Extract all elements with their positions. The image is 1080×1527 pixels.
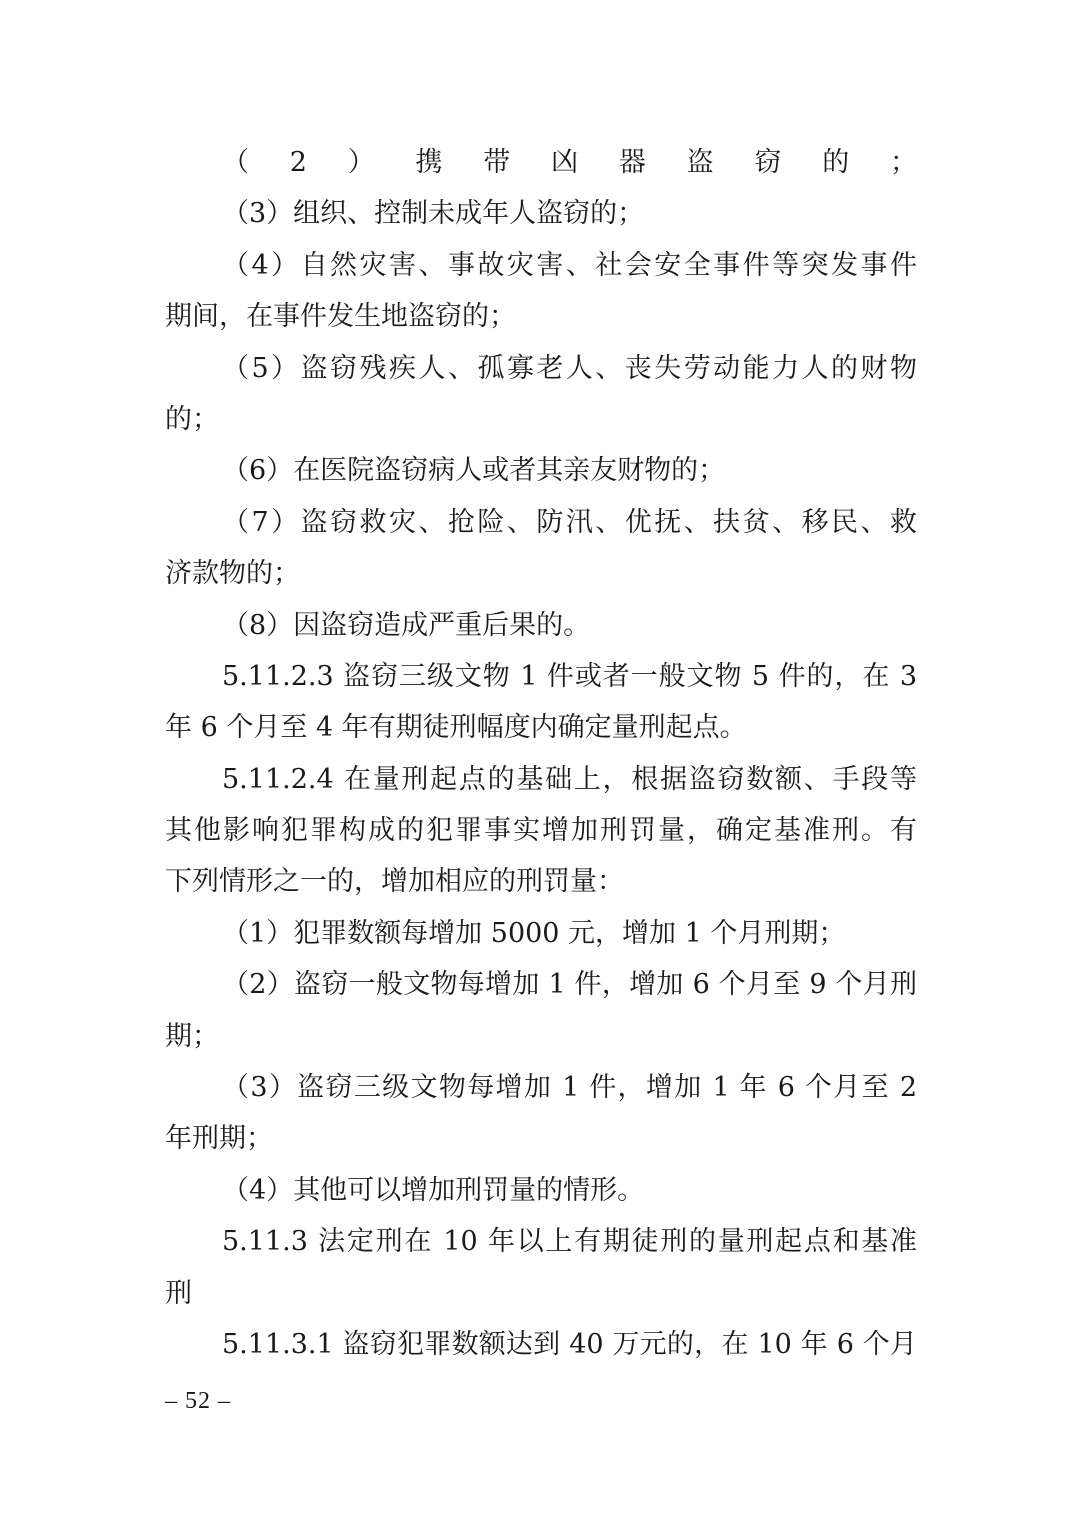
line-text: 刑: [165, 1277, 192, 1309]
line-text: 年刑期；: [165, 1123, 273, 1155]
text-line: [165, 445, 917, 496]
line-text: （4）其他可以增加刑罚量的情形。: [222, 1174, 645, 1206]
text-line: [165, 394, 917, 445]
text-line: [165, 856, 917, 907]
line-text: 年 6 个月至 4 年有期徒刑幅度内确定量刑起点。: [165, 712, 747, 744]
page-number: – 52 –: [165, 1388, 231, 1414]
line-text: 的；: [165, 403, 219, 435]
line-text: （5）盗窃残疾人、孤寡老人、丧失劳动能力人的财物: [222, 352, 917, 384]
text-line: [165, 1319, 917, 1370]
text-line: [165, 908, 917, 959]
text-line: [165, 1011, 917, 1062]
line-text: （3）盗窃三级文物每增加 1 件，增加 1 年 6 个月至 2: [222, 1072, 917, 1104]
line-text: 5.11.2.4 在量刑起点的基础上，根据盗窃数额、手段等: [222, 763, 917, 795]
line-text: （7）盗窃救灾、抢险、防汛、优抚、扶贫、移民、救: [222, 506, 917, 538]
line-text: 其他影响犯罪构成的犯罪事实增加刑罚量，确定基准刑。有: [165, 815, 917, 847]
document-body: [165, 137, 917, 1370]
text-line: [165, 1268, 917, 1319]
line-text: 期间，在事件发生地盗窃的；: [165, 301, 516, 333]
line-text: （3）组织、控制未成年人盗窃的；: [222, 198, 645, 230]
text-line: [165, 137, 917, 188]
line-text: （6）在医院盗窃病人或者其亲友财物的；: [222, 455, 726, 487]
text-line: [165, 1165, 917, 1216]
text-line: [165, 240, 917, 291]
line-text: 下列情形之一的，增加相应的刑罚量：: [165, 866, 624, 898]
line-text: （2）盗窃一般文物每增加 1 件，增加 6 个月至 9 个月刑: [222, 969, 917, 1001]
text-line: [165, 188, 917, 239]
line-text: 5.11.3.1 盗窃犯罪数额达到 40 万元的，在 10 年 6 个月: [222, 1328, 917, 1360]
text-line: [165, 651, 917, 702]
text-line: [165, 548, 917, 599]
line-text: （4）自然灾害、事故灾害、社会安全事件等突发事件: [222, 249, 917, 281]
text-line: [165, 291, 917, 342]
text-line: [165, 343, 917, 394]
text-line: [165, 754, 917, 805]
line-text: 济款物的；: [165, 558, 300, 590]
text-line: [165, 600, 917, 651]
line-text: （1）犯罪数额每增加 5000 元，增加 1 个月刑期；: [222, 917, 846, 949]
text-line: [165, 1216, 917, 1267]
line-text: （2）携带凶器盗窃的；: [222, 147, 917, 178]
text-line: [165, 959, 917, 1010]
line-text: 5.11.2.3 盗窃三级文物 1 件或者一般文物 5 件的，在 3: [222, 660, 917, 692]
text-line: [165, 1062, 917, 1113]
text-line: [165, 805, 917, 856]
text-line: [165, 1113, 917, 1164]
text-line: [165, 497, 917, 548]
text-line: [165, 702, 917, 753]
line-text: 期；: [165, 1020, 219, 1052]
line-text: 5.11.3 法定刑在 10 年以上有期徒刑的量刑起点和基准: [222, 1226, 917, 1258]
line-text: （8）因盗窃造成严重后果的。: [222, 609, 591, 641]
